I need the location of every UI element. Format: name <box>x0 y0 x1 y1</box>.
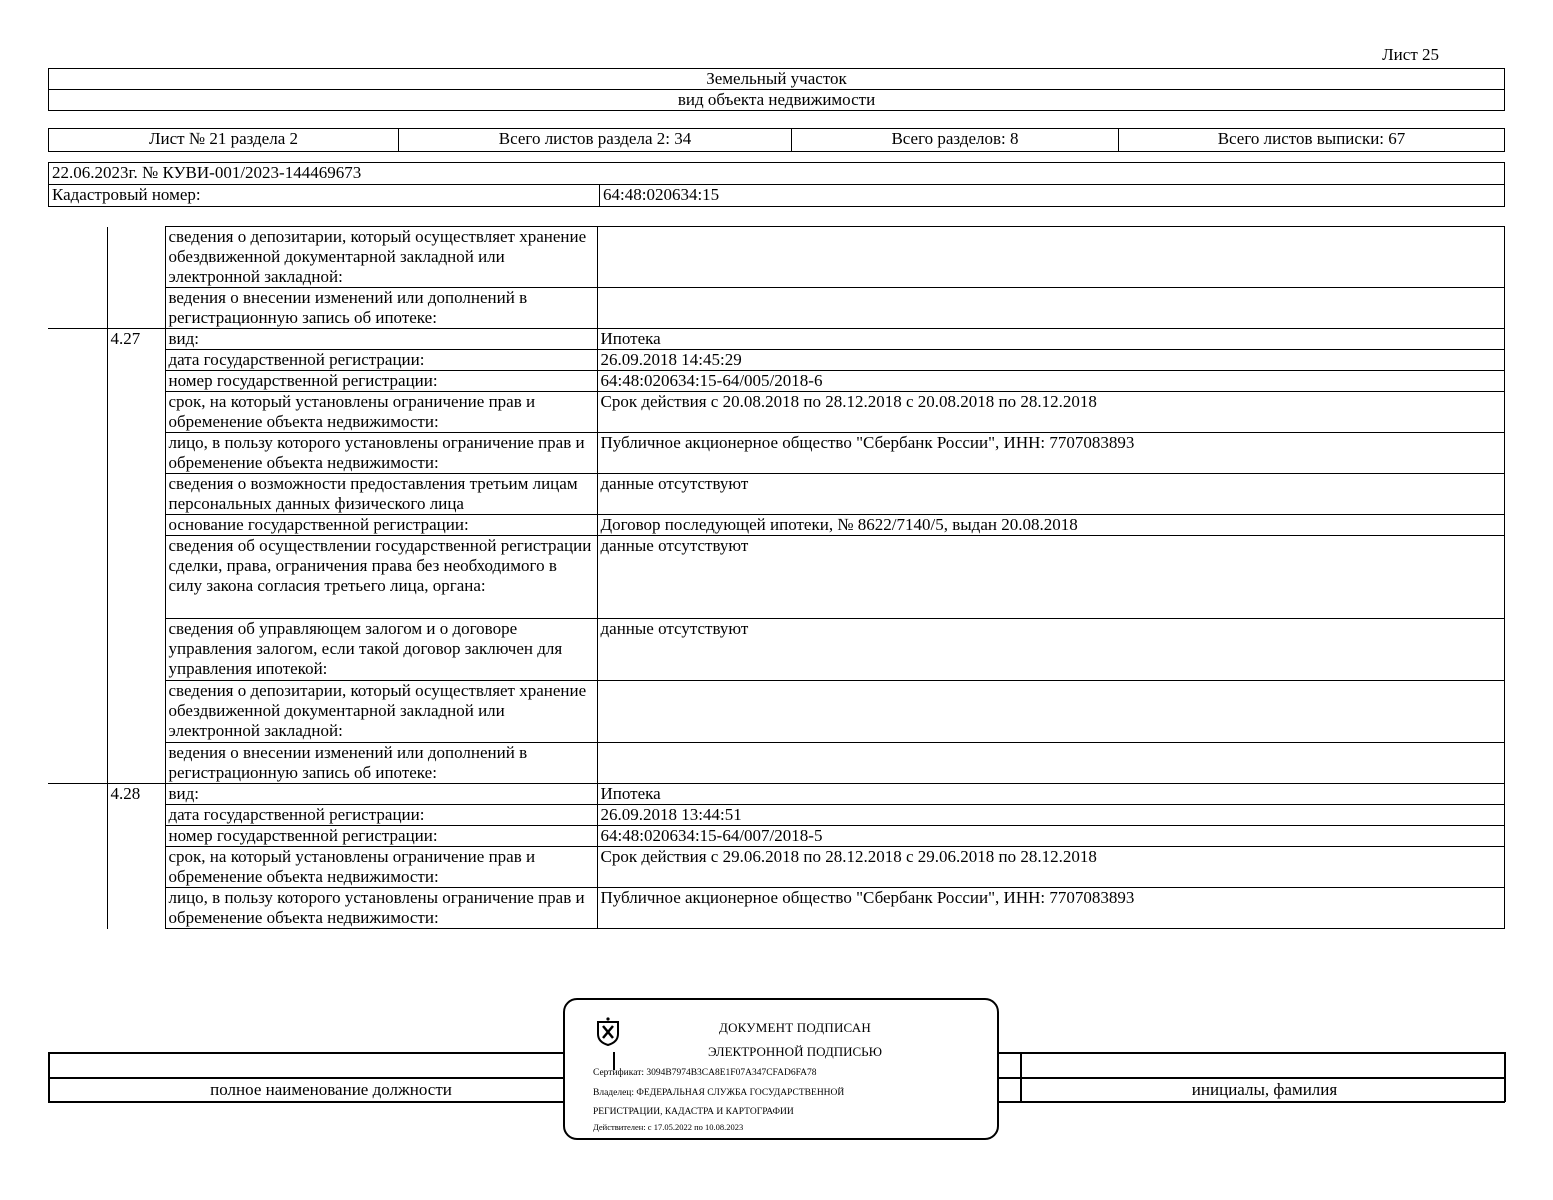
cadastral-value: 64:48:020634:15 <box>600 185 1505 207</box>
row-value: Срок действия с 29.06.2018 по 28.12.2018 с 29.06.2018 по 28.12.2018 <box>597 847 1505 888</box>
row-value <box>597 681 1505 743</box>
row-label: дата государственной регистрации: <box>165 350 597 371</box>
table-row <box>48 784 1505 805</box>
row-label: лицо, в пользу которого установлены ограничение прав и обременение объекта недвижимости: <box>165 888 597 929</box>
row-value: Ипотека <box>597 784 1505 805</box>
row-value: данные отсутствуют <box>597 619 1505 681</box>
row-label: номер государственной регистрации: <box>165 826 597 847</box>
row-value: 26.09.2018 13:44:51 <box>597 805 1505 826</box>
table-row <box>48 619 1505 681</box>
row-label: вид: <box>165 784 597 805</box>
row-value: Публичное акционерное общество "Сбербанк России", ИНН: 7707083893 <box>597 888 1505 929</box>
total-sections: Всего разделов: 8 <box>792 129 1119 152</box>
row-value: Публичное акционерное общество "Сбербанк России", ИНН: 7707083893 <box>597 433 1505 474</box>
row-label: сведения о возможности предоставления третьим лицам персональных данных физического лица <box>165 474 597 515</box>
stamp-owner-2: РЕГИСТРАЦИИ, КАДАСТРА И КАРТОГРАФИИ <box>593 1107 794 1117</box>
table-row <box>48 371 1505 392</box>
row-value: Ипотека <box>597 329 1505 350</box>
table-row <box>48 826 1505 847</box>
object-type-caption: вид объекта недвижимости <box>49 90 1505 111</box>
row-label: сведения об осуществлении государственной регистрации сделки, права, ограничения права без необходимого в силу закона согласия третьего лица, органа: <box>165 536 597 619</box>
row-label: сведения о депозитарии, который осуществляет хранение обездвиженной документарной закладной или электронной закладной: <box>165 681 597 743</box>
object-type: Земельный участок <box>49 69 1505 90</box>
table-row <box>48 536 1505 619</box>
table-row <box>48 392 1505 433</box>
stamp-line-2: ЭЛЕКТРОННОЙ ПОДПИСЬЮ <box>708 1044 882 1059</box>
name-caption: инициалы, фамилия <box>1191 1080 1338 1099</box>
cadastral-label: Кадастровый номер: <box>49 185 600 207</box>
stamp-certificate: Сертификат: 3094B7974B3CA8E1F07A347CFAD6FA78 <box>593 1068 817 1078</box>
signature-stamp <box>563 998 999 1140</box>
row-value: данные отсутствуют <box>597 536 1505 619</box>
row-label: срок, на который установлены ограничение прав и обременение объекта недвижимости: <box>165 847 597 888</box>
encumbrance-table <box>48 226 1505 929</box>
table-row <box>48 329 1505 350</box>
position-caption: полное наименование должности <box>210 1080 452 1099</box>
table-row <box>48 888 1505 929</box>
row-label: лицо, в пользу которого установлены ограничение прав и обременение объекта недвижимости: <box>165 433 597 474</box>
sheet-number: Лист 25 <box>1382 45 1439 64</box>
table-row <box>48 227 1505 288</box>
table-row <box>48 681 1505 743</box>
stamp-line-1: ДОКУМЕНТ ПОДПИСАН <box>719 1020 871 1035</box>
table-row <box>48 433 1505 474</box>
total-section-sheets: Всего листов раздела 2: 34 <box>399 129 792 152</box>
total-extract-sheets: Всего листов выписки: 67 <box>1119 129 1505 152</box>
table-row <box>48 474 1505 515</box>
table-row <box>48 847 1505 888</box>
row-value <box>597 743 1505 784</box>
row-value: данные отсутствуют <box>597 474 1505 515</box>
table-row <box>48 515 1505 536</box>
row-label: срок, на который установлены ограничение прав и обременение объекта недвижимости: <box>165 392 597 433</box>
table-row <box>48 288 1505 329</box>
stamp-valid: Действителен: с 17.05.2022 по 10.08.2023 <box>593 1122 744 1132</box>
row-label: ведения о внесении изменений или дополнений в регистрационную запись об ипотеке: <box>165 288 597 329</box>
row-value: 64:48:020634:15-64/007/2018-5 <box>597 826 1505 847</box>
row-value: Срок действия с 20.08.2018 по 28.12.2018 с 20.08.2018 по 28.12.2018 <box>597 392 1505 433</box>
header-table <box>48 162 1505 207</box>
title-table <box>48 68 1505 111</box>
row-value <box>597 227 1505 288</box>
row-label: дата государственной регистрации: <box>165 805 597 826</box>
row-label: ведения о внесении изменений или дополнений в регистрационную запись об ипотеке: <box>165 743 597 784</box>
row-label: основание государственной регистрации: <box>165 515 597 536</box>
row-label: сведения о депозитарии, который осуществляет хранение обездвиженной документарной закладной или электронной закладной: <box>165 227 597 288</box>
item-number: 4.27 <box>107 329 165 784</box>
table-row <box>48 743 1505 784</box>
date-number: 22.06.2023г. № КУВИ-001/2023-144469673 <box>49 163 1505 185</box>
emblem-icon <box>595 1016 621 1046</box>
stamp-owner-1: Владелец: ФЕДЕРАЛЬНАЯ СЛУЖБА ГОСУДАРСТВЕННОЙ <box>593 1088 845 1098</box>
row-value: 64:48:020634:15-64/005/2018-6 <box>597 371 1505 392</box>
row-label: сведения об управляющем залогом и о договоре управления залогом, если такой договор заключен для управления ипотекой: <box>165 619 597 681</box>
row-value: 26.09.2018 14:45:29 <box>597 350 1505 371</box>
item-number: 4.28 <box>107 784 165 929</box>
row-label: номер государственной регистрации: <box>165 371 597 392</box>
sheet-of-section: Лист № 21 раздела 2 <box>49 129 399 152</box>
row-value <box>597 288 1505 329</box>
row-label: вид: <box>165 329 597 350</box>
table-row <box>48 350 1505 371</box>
row-value: Договор последующей ипотеки, № 8622/7140/5, выдан 20.08.2018 <box>597 515 1505 536</box>
counts-table <box>48 128 1505 152</box>
table-row <box>48 805 1505 826</box>
